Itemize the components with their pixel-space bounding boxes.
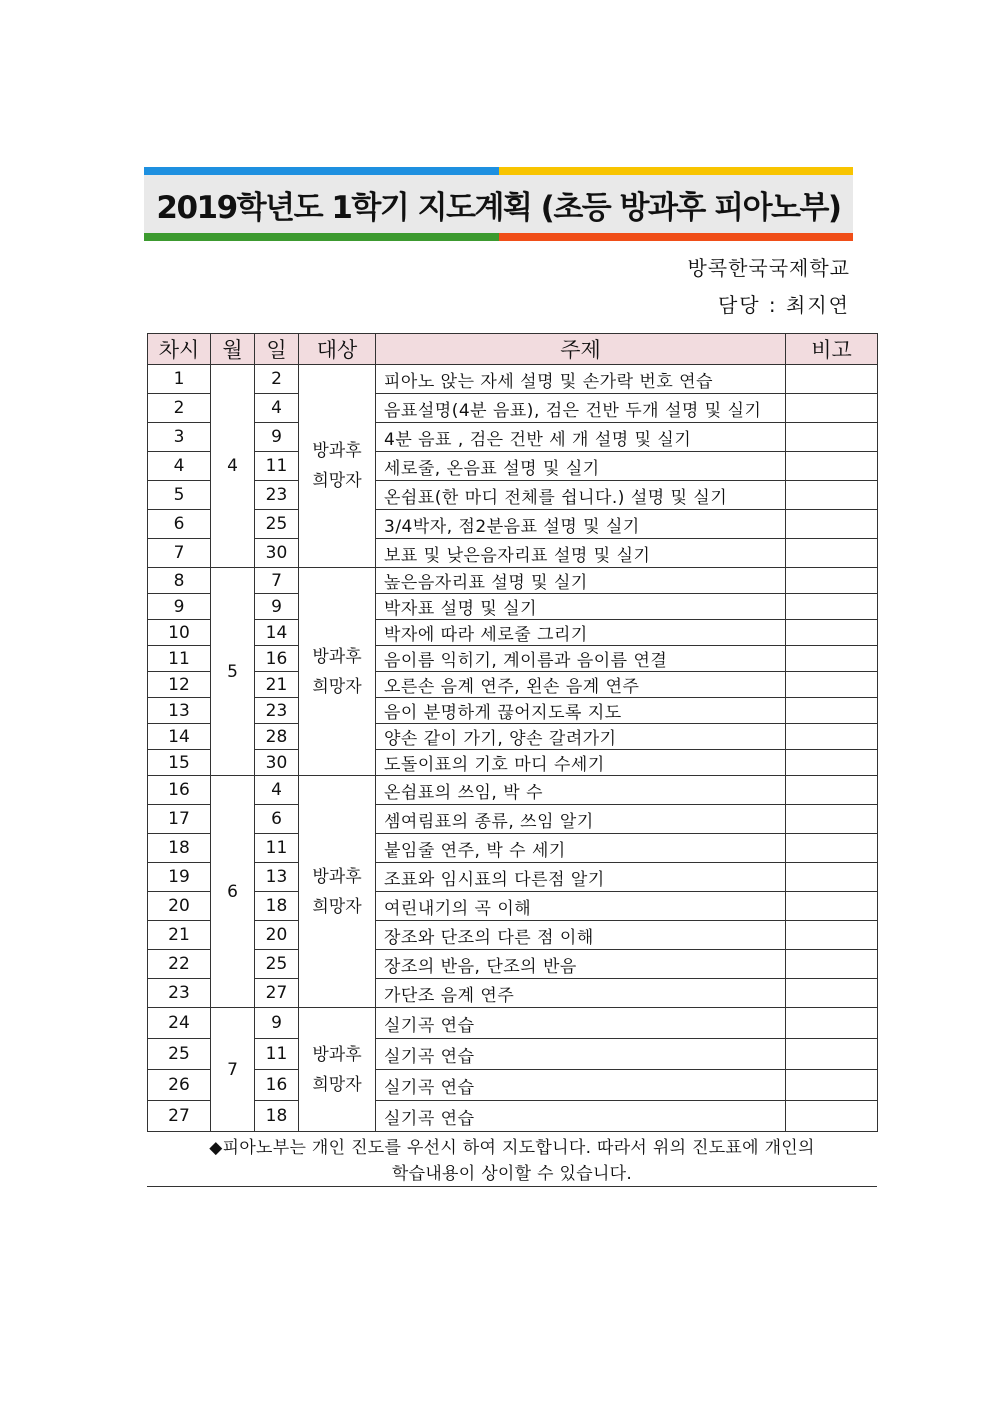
cell-session: 14 — [148, 724, 211, 750]
document-title: 2019학년도 1학기 지도계획 (초등 방과후 피아노부) — [156, 189, 841, 226]
cell-topic: 보표 및 낮은음자리표 설명 및 실기 — [376, 539, 786, 568]
cell-topic: 온쉼표의 쓰임, 박 수 — [376, 776, 786, 805]
table-row — [148, 423, 878, 452]
table-row — [148, 921, 878, 950]
cell-topic: 실기곡 연습 — [376, 1008, 786, 1039]
target-line2: 희망자 — [312, 1074, 362, 1095]
cell-note — [786, 481, 878, 510]
table-row — [148, 834, 878, 863]
cell-day: 18 — [255, 1101, 299, 1132]
cell-session: 15 — [148, 750, 211, 776]
cell-topic: 높은음자리표 설명 및 실기 — [376, 568, 786, 594]
table-row — [148, 724, 878, 750]
cell-session: 19 — [148, 863, 211, 892]
cell-session: 20 — [148, 892, 211, 921]
cell-topic: 붙임줄 연주, 박 수 세기 — [376, 834, 786, 863]
cell-day: 6 — [255, 805, 299, 834]
cell-day: 28 — [255, 724, 299, 750]
header-day: 일 — [255, 334, 299, 365]
cell-day: 9 — [255, 594, 299, 620]
cell-topic: 세로줄, 온음표 설명 및 실기 — [376, 452, 786, 481]
cell-session: 2 — [148, 394, 211, 423]
table-row — [148, 452, 878, 481]
header-topic: 주제 — [376, 334, 786, 365]
cell-target — [299, 568, 376, 776]
cell-note — [786, 698, 878, 724]
cell-session: 24 — [148, 1008, 211, 1039]
cell-topic: 음이 분명하게 끊어지도록 지도 — [376, 698, 786, 724]
footer-divider — [147, 1186, 877, 1187]
cell-note — [786, 950, 878, 979]
footer-note-line1: ◆피아노부는 개인 진도를 우선시 하여 지도합니다. 따라서 위의 진도표에 개인의 — [209, 1138, 815, 1158]
table-row — [148, 539, 878, 568]
target-line1: 방과후 — [312, 866, 362, 887]
cell-day: 13 — [255, 863, 299, 892]
cell-note — [786, 863, 878, 892]
cell-topic: 박자에 따라 세로줄 그리기 — [376, 620, 786, 646]
table-row — [148, 568, 878, 594]
target-line2: 희망자 — [312, 471, 362, 491]
table-row — [148, 698, 878, 724]
cell-topic: 조표와 임시표의 다른점 알기 — [376, 863, 786, 892]
footer-note-line2: 학습내용이 상이할 수 있습니다. — [391, 1164, 633, 1184]
target-line2: 희망자 — [312, 676, 362, 697]
table-row — [148, 594, 878, 620]
cell-day: 23 — [255, 481, 299, 510]
cell-day: 25 — [255, 950, 299, 979]
cell-session: 11 — [148, 646, 211, 672]
cell-topic: 4분 음표 , 검은 건반 세 개 설명 및 실기 — [376, 423, 786, 452]
cell-day: 30 — [255, 539, 299, 568]
cell-topic: 실기곡 연습 — [376, 1039, 786, 1070]
cell-topic: 셈여림표의 종류, 쓰임 알기 — [376, 805, 786, 834]
cell-note — [786, 892, 878, 921]
cell-topic: 온쉼표(한 마디 전체를 쉽니다.) 설명 및 실기 — [376, 481, 786, 510]
table-header-row — [148, 334, 878, 365]
cell-day: 11 — [255, 834, 299, 863]
cell-note — [786, 672, 878, 698]
table-row — [148, 365, 878, 394]
cell-session: 21 — [148, 921, 211, 950]
table-body — [148, 365, 878, 1132]
table-row — [148, 1070, 878, 1101]
cell-day: 9 — [255, 423, 299, 452]
cell-day: 7 — [255, 568, 299, 594]
cell-topic: 박자표 설명 및 실기 — [376, 594, 786, 620]
header-note: 비고 — [786, 334, 878, 365]
cell-topic: 3/4박자, 점2분음표 설명 및 실기 — [376, 510, 786, 539]
table-row — [148, 892, 878, 921]
title-bar-bottom-right — [499, 233, 853, 241]
table-row — [148, 620, 878, 646]
cell-topic: 실기곡 연습 — [376, 1101, 786, 1132]
cell-session: 5 — [148, 481, 211, 510]
cell-day: 9 — [255, 1008, 299, 1039]
table-row — [148, 863, 878, 892]
cell-note — [786, 979, 878, 1008]
cell-note — [786, 568, 878, 594]
table-row — [148, 776, 878, 805]
cell-session: 13 — [148, 698, 211, 724]
cell-topic: 가단조 음계 연주 — [376, 979, 786, 1008]
cell-target — [299, 365, 376, 568]
cell-session: 7 — [148, 539, 211, 568]
cell-topic: 양손 같이 가기, 양손 갈려가기 — [376, 724, 786, 750]
title-bar-top-right — [499, 167, 853, 175]
table-row — [148, 510, 878, 539]
cell-day: 11 — [255, 452, 299, 481]
cell-day: 4 — [255, 776, 299, 805]
cell-month: 6 — [211, 776, 255, 1008]
cell-note — [786, 921, 878, 950]
header-session: 차시 — [148, 334, 211, 365]
cell-day: 23 — [255, 698, 299, 724]
cell-note — [786, 834, 878, 863]
cell-note — [786, 1008, 878, 1039]
cell-note — [786, 805, 878, 834]
cell-day: 25 — [255, 510, 299, 539]
cell-day: 16 — [255, 1070, 299, 1101]
cell-target — [299, 1008, 376, 1132]
cell-session: 6 — [148, 510, 211, 539]
cell-session: 27 — [148, 1101, 211, 1132]
cell-session: 22 — [148, 950, 211, 979]
header-target: 대상 — [299, 334, 376, 365]
cell-session: 23 — [148, 979, 211, 1008]
cell-topic: 여린내기의 곡 이해 — [376, 892, 786, 921]
cell-session: 16 — [148, 776, 211, 805]
title-block — [144, 167, 853, 241]
cell-note — [786, 1039, 878, 1070]
cell-topic: 장조의 반음, 단조의 반음 — [376, 950, 786, 979]
cell-note — [786, 776, 878, 805]
cell-note — [786, 539, 878, 568]
school-name: 방콕한국국제학교 — [687, 256, 850, 280]
cell-day: 27 — [255, 979, 299, 1008]
cell-session: 4 — [148, 452, 211, 481]
table-row — [148, 950, 878, 979]
cell-month: 4 — [211, 365, 255, 568]
table-row — [148, 672, 878, 698]
lesson-plan-table — [147, 333, 878, 1132]
cell-day: 21 — [255, 672, 299, 698]
cell-note — [786, 452, 878, 481]
cell-session: 25 — [148, 1039, 211, 1070]
cell-note — [786, 394, 878, 423]
target-line2: 희망자 — [312, 896, 362, 917]
table-row — [148, 805, 878, 834]
cell-topic: 장조와 단조의 다른 점 이해 — [376, 921, 786, 950]
cell-note — [786, 594, 878, 620]
cell-note — [786, 510, 878, 539]
cell-note — [786, 646, 878, 672]
cell-day: 11 — [255, 1039, 299, 1070]
cell-session: 26 — [148, 1070, 211, 1101]
footer-note — [147, 1135, 877, 1187]
cell-month: 7 — [211, 1008, 255, 1132]
table-row — [148, 1101, 878, 1132]
cell-note — [786, 1101, 878, 1132]
table-row — [148, 1039, 878, 1070]
cell-session: 18 — [148, 834, 211, 863]
cell-target — [299, 776, 376, 1008]
cell-note — [786, 365, 878, 394]
title-bar-bottom-left — [144, 233, 499, 241]
cell-day: 20 — [255, 921, 299, 950]
table-row — [148, 394, 878, 423]
cell-topic: 실기곡 연습 — [376, 1070, 786, 1101]
table-row — [148, 979, 878, 1008]
cell-session: 3 — [148, 423, 211, 452]
table-row — [148, 1008, 878, 1039]
table-row — [148, 750, 878, 776]
cell-session: 10 — [148, 620, 211, 646]
target-line1: 방과후 — [312, 441, 362, 461]
cell-day: 16 — [255, 646, 299, 672]
cell-topic: 음표설명(4분 음표), 검은 건반 두개 설명 및 실기 — [376, 394, 786, 423]
cell-note — [786, 423, 878, 452]
table-row — [148, 481, 878, 510]
cell-topic: 음이름 익히기, 계이름과 음이름 연결 — [376, 646, 786, 672]
target-line1: 방과후 — [312, 1044, 362, 1065]
cell-session: 12 — [148, 672, 211, 698]
cell-session: 9 — [148, 594, 211, 620]
cell-note — [786, 750, 878, 776]
cell-note — [786, 724, 878, 750]
teacher-name: 담당 : 최지연 — [717, 293, 850, 317]
cell-day: 4 — [255, 394, 299, 423]
cell-session: 8 — [148, 568, 211, 594]
cell-session: 1 — [148, 365, 211, 394]
cell-note — [786, 1070, 878, 1101]
table-row — [148, 646, 878, 672]
cell-session: 17 — [148, 805, 211, 834]
header-month: 월 — [211, 334, 255, 365]
cell-topic: 피아노 앉는 자세 설명 및 손가락 번호 연습 — [376, 365, 786, 394]
cell-note — [786, 620, 878, 646]
title-band — [144, 175, 853, 233]
cell-month: 5 — [211, 568, 255, 776]
title-bar-top-left — [144, 167, 499, 175]
cell-day: 18 — [255, 892, 299, 921]
target-line1: 방과후 — [312, 646, 362, 667]
cell-topic: 도돌이표의 기호 마디 수세기 — [376, 750, 786, 776]
cell-day: 14 — [255, 620, 299, 646]
cell-day: 30 — [255, 750, 299, 776]
cell-topic: 오른손 음계 연주, 왼손 음계 연주 — [376, 672, 786, 698]
cell-day: 2 — [255, 365, 299, 394]
